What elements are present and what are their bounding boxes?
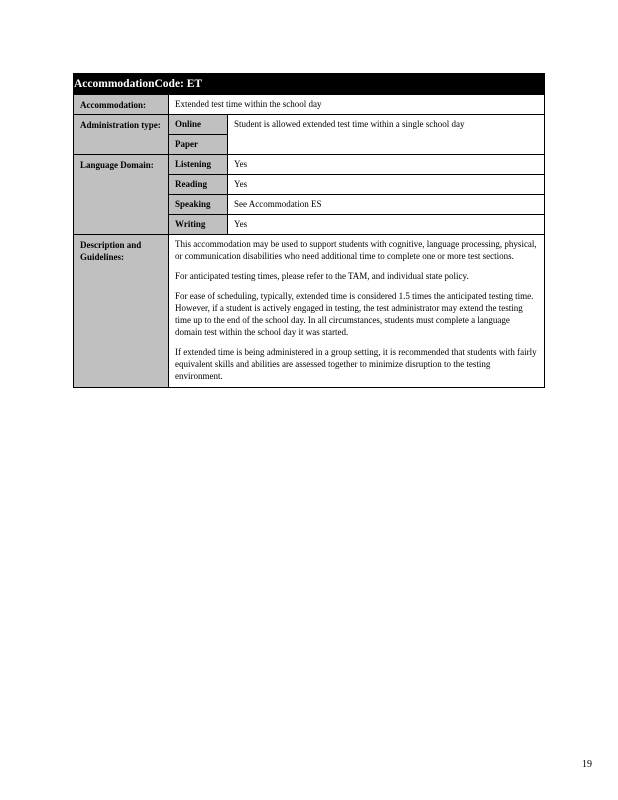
- domain-label-writing: Writing: [169, 215, 228, 235]
- description-paragraph: For anticipated testing times, please refer to the TAM, and individual state policy.: [175, 271, 469, 281]
- admin-online-value: Student is allowed extended test time within a single school day: [228, 115, 545, 155]
- accommodation-table: [73, 73, 545, 388]
- description-label: Description and Guidelines:: [74, 235, 169, 388]
- accommodation-value: Extended test time within the school day: [169, 95, 545, 115]
- domain-label-listening: Listening: [169, 155, 228, 175]
- accommodation-label: Accommodation:: [74, 95, 169, 115]
- language-domain-label: Language Domain:: [74, 155, 169, 235]
- accommodation-code-title: AccommodationCode: ET: [74, 74, 545, 95]
- description-paragraph: This accommodation may be used to support students with cognitive, language processing, physical, or communication disabilities who need additional time to complete one or more test sections.: [175, 239, 537, 261]
- admin-type-label: Administration type:: [74, 115, 169, 155]
- domain-value-speaking: See Accommodation ES: [228, 195, 545, 215]
- domain-row-listening: [74, 155, 545, 175]
- domain-value-writing: Yes: [228, 215, 545, 235]
- admin-online-label: Online: [169, 115, 228, 135]
- admin-paper-label: Paper: [169, 135, 228, 155]
- description-paragraph: If extended time is being administered in a group setting, it is recommended that students with fairly equivalent skills and abilities are assessed together to minimize disruption to the testing environment.: [175, 347, 537, 381]
- domain-label-reading: Reading: [169, 175, 228, 195]
- page-number: 19: [582, 759, 592, 770]
- table-title-row: [74, 74, 545, 95]
- description-content: [169, 235, 545, 388]
- accommodation-row: [74, 95, 545, 115]
- admin-type-online-row: [74, 115, 545, 135]
- domain-value-reading: Yes: [228, 175, 545, 195]
- domain-label-speaking: Speaking: [169, 195, 228, 215]
- description-row: [74, 235, 545, 388]
- description-paragraph: For ease of scheduling, typically, extended time is considered 1.5 times the anticipated testing time. However, if a student is actively engaged in testing, the test administrator may extend the testing time up to the end of the school day. In all circumstances, students must complete a language domain test within the school day it was started.: [175, 291, 534, 337]
- domain-value-listening: Yes: [228, 155, 545, 175]
